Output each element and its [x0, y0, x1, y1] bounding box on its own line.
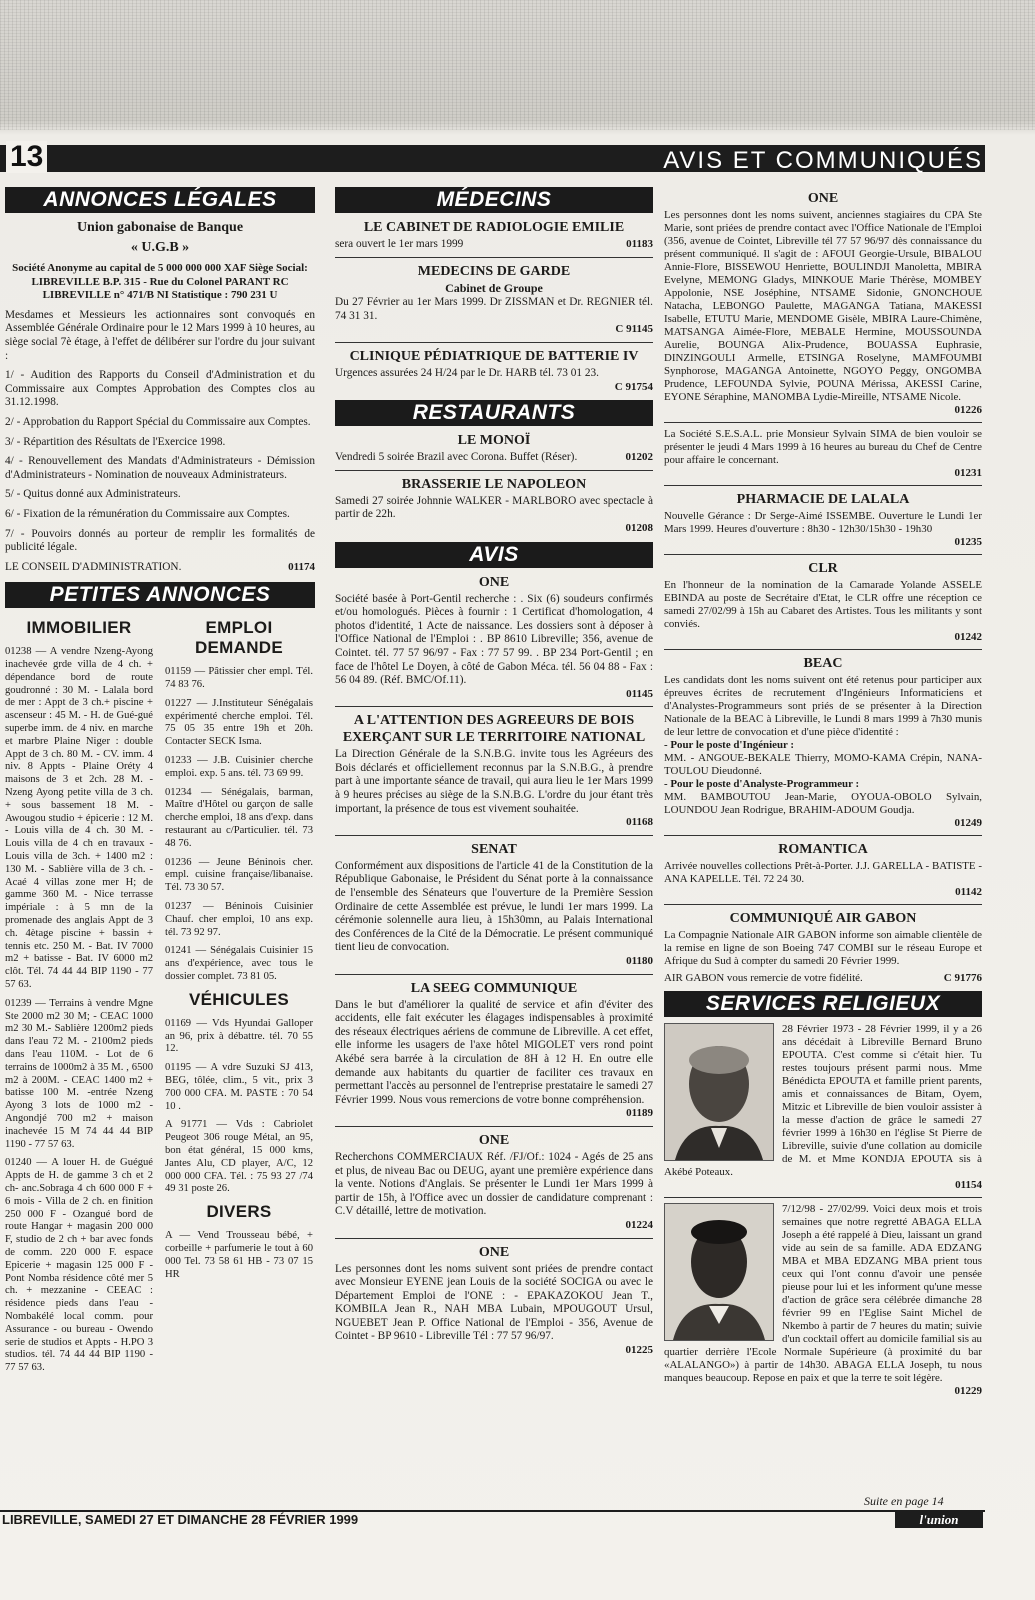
napoleon-title: BRASSERIE LE NAPOLEON — [401, 476, 587, 492]
divider — [335, 974, 653, 975]
airgabon-title: COMMUNIQUÉ AIR GABON — [729, 911, 917, 926]
airgabon-thanks: AIR GABON vous remercie de votre fidélité. — [664, 972, 863, 984]
divider — [335, 1238, 653, 1239]
napoleon-ref: 01208 — [625, 521, 653, 534]
ugb-info: Société Anonyme au capital de 5 000 000 000 XAF Siège Social: LIBREVILLE B.P. 315 - Rue du Colonel PARANT RC LIBREVILLE n° 471/B NI Statistique : 790 231 U — [12, 262, 308, 302]
petites-annonces-grid — [5, 614, 315, 1381]
obituary-epouta — [664, 1023, 982, 1192]
classified-ad: 01237 — Béninois Cuisinier Chauf. cher emploi, 10 ans exp. tél. 73 92 97. — [165, 901, 313, 938]
divider — [664, 422, 982, 423]
ugb-short: « U.G.B » — [130, 240, 190, 255]
one3-title: ONE — [478, 1244, 510, 1260]
cat-vehicules: VÉHICULES — [189, 989, 289, 1009]
ugb-title: Union gabonaise de Banque — [76, 220, 244, 235]
continued-note: Suite en page 14 — [864, 1494, 944, 1508]
ugb-item: 6/ - Fixation de la rémunération du Commissaire aux Comptes. — [5, 507, 290, 520]
divider — [335, 257, 653, 258]
romantica-ref: 01142 — [955, 886, 982, 898]
ugb-item: 1/ - Audition des Rapports du Conseil d'Administration et du Commissaire aux Comptes Approbation des Comptes clos au 31.12.1998. — [5, 369, 315, 409]
divider — [664, 1197, 982, 1198]
divider — [664, 485, 982, 486]
seeg-title: LA SEEG COMMUNIQUE — [410, 980, 578, 996]
divider — [335, 342, 653, 343]
seeg-text: Dans le but d'améliorer la qualité de service et afin d'éviter des accidents, elle fait exécuter les élagages indispensables à proximité des réseaux électriques aériens de commune de Libreville. A cet effet, elle informe les usagers de l'axe hôtel MIGOLET vers rond point Akébé sera barrée à la circulation de 8H à 12 H. En outre elle demande aux habitants du quartier de faciliter ces travaux en permettant l'accès au personnel de l'entreprise prestataire le samedi 27 Février 1999. Nous vous remercions de votre bonne compréhension. — [335, 998, 653, 1106]
page-number: 13 — [6, 141, 47, 173]
agreeurs-title: A L'ATTENTION DES AGREEURS DE BOIS EXERÇANT SUR LE TERRITOIRE NATIONAL — [342, 713, 646, 746]
clinique-ref: C 91754 — [614, 380, 653, 393]
senat-ref: 01180 — [626, 955, 653, 967]
obituary-ref: 01229 — [954, 1385, 982, 1397]
cat-emploi-demande: EMPLOI DEMANDE — [194, 618, 284, 658]
scanner-grain-top — [0, 0, 1035, 130]
classified-ad: A 91771 — Vds : Cabriolet Peugeot 306 rouge Métal, an 95, bon état général, 15 000 kms, Jantes Alu, CD player, A/C, 12 000 000 CFA. Tél. : 75 93 27 /74 49 31 poste 26. — [165, 1119, 313, 1195]
seeg-ref: 01189 — [626, 1107, 653, 1120]
column-left — [5, 187, 315, 1381]
obituary-text: 28 Février 1973 - 28 Février 1999, il y a 26 ans décédait à Libreville Bernard Bruno EPOUTA. C'est comme si c'était hier. Tu restes toujours présent parmi nous. Mme Bénédicta EPOUTA et famille prient parents, amis et connaissances de Bitam, Oyem, Mitzic et Libreville de bien vouloir assister à la messe d'action de grâce le samedi 27 février 1999 à 16h30 en l'église St Pierre de Libreville, suivie d'une collation au domicile de M. et Mme KONDJA EPOUTA sis à Akébé Poteaux. — [664, 1023, 982, 1178]
one2-ref: 01224 — [625, 1218, 653, 1231]
obituary-text: 7/12/98 - 27/02/99. Voici deux mois et trois semaines que notre regretté ABAGA ELLA Joseph a été rappelé à Dieu, laissant un grand vide au sein de sa famille. ADA EDZANG MBA et MBA EDZANG MBA prient tous ceux qui l'ont connu d'avoir une pensée pieuse pour lui et les informent qu'une messe d'action de grâce sera célébrée dimanche 28 février 99 en l'Eglise Saint Michel de Nkembo à partir de 7 heures du matin; suivie d'un cocktail offert au domicile familial sis au quartier derrière l'Ecole Normale Supérieure (à proximité du bar «ALALANGO») à partir de 14h30. ABAGA ELLA Joseph, tu nous manques beaucoup. Repose en paix et que la terre te soit légère. — [664, 1203, 982, 1384]
footer-masthead: l'union — [895, 1511, 983, 1528]
senat-text: Conformément aux dispositions de l'article 41 de la Constitution de la République Gabonaise, le Président du Sénat porte à la connaissance de l'ensemble des Sénateurs que l'ouverture de la Première Session Ordinaire de cette Assemblée est prévue, le lundi 1er mars 1999. La cérémonie solennelle aura lieu, à 15h30mn, au Palais International des Conférences de la Cité de la Démocratie. Le présent communiqué tient lieu de convocation. — [335, 859, 653, 954]
one1-ref: 01145 — [626, 687, 653, 700]
obituary-ref: 01154 — [955, 1179, 982, 1191]
one-title: ONE — [807, 191, 839, 206]
beac-ana-label: - Pour le poste d'Analyste-Programmeur : — [664, 778, 860, 790]
band-services-religieux: SERVICES RELIGIEUX — [664, 991, 982, 1017]
airgabon-text: La Compagnie Nationale AIR GABON informe son aimable clientèle de la remise en ligne de son Boeing 747 COMBI sur le réseau Europe et Afrique du Sud à compter du samedi 20 Février 1999. — [664, 929, 982, 967]
classified-ad: 01236 — Jeune Béninois cher. empl. cuisine française/libanaise. Tél. 73 30 57. — [165, 856, 313, 894]
classified-ad: 01241 — Sénégalais Cuisinier 15 ans d'expérience, avec tous le dossier complet. 73 81 05. — [165, 945, 313, 983]
lalala-text: Nouvelle Gérance : Dr Serge-Aimé ISSEMBE. Ouverture le Lundi 1er Mars 1999. Heures d'ouverture : 8h30 - 12h30/15h30 - 19h30 — [664, 510, 982, 535]
radio-ref: 01183 — [626, 238, 653, 250]
senat-title: SENAT — [471, 841, 517, 857]
romantica-title: ROMANTICA — [778, 842, 868, 857]
band-restaurants: RESTAURANTS — [335, 400, 653, 426]
classified-ad: A — Vend Trousseau bébé, + corbeille + parfumerie le tout à 60 000 Tel. 73 58 61 HB - 73 07 15 HR — [165, 1230, 313, 1280]
beac-text: Les candidats dont les noms suivent ont été retenus pour participer aux épreuves écrites de recrutement d'Ingénieurs Informaticiens et d'Analystes-Programmeurs sont priés de se présenter à la Direction Nationale de la BEAC à Libreville, le Lundi 8 mars 1999 à 7h30 munis de leur lettre de convocation et d'une pièce d'identité : — [664, 674, 982, 738]
airgabon-ref: C 91776 — [943, 972, 982, 984]
romantica-text: Arrivée nouvelles collections Prêt-à-Porter. J.J. GARELLA - BATISTE - ANA KAPELLE. Tél. 72 24 30. — [664, 860, 982, 885]
classified-ad: 01240 — A louer H. de Guégué Appts de H. de gamme 3 ch et 2 ch- anc.Sobraga 4 ch 600 000 F + 6 mois - Villa de 2 ch. en finition 250 000 F - Ozangué bord de route Hangar + magasin 200 000 F, studio de 2 ch + bar avec fonds de comm. 220 000 F. espace Epicerie + magasin 125 000 F - Pont Nomba résidence côté mer 5 ch. + mezzanine - CEEAC : résidence pieds dans l'eau - Nombakélé local comm. pour Assurance - ou bureau - Owendo serie de studios et Appts - H.PO 3 studios. tél. 74 44 44 BIP 1190 - 77 57 63. — [5, 1157, 153, 1374]
one-text: Les personnes dont les noms suivent, anciennes stagiaires du CPA Ste Marie, sont priées de prendre contact avec l'Office Nationale de l'Emploi (356, avenue de Cointet, Libreville tél 77 57 96/97 dès connaissance du présent communiqué. Il s'agit de : AFOUI Georgie-Ursule, BIBALOU Annie-Flore, BISSEWOU Henriette, BOULINDJI Manoletta, MBIRA Evelyne, MEMONG Gladys, MINKOUE Marie Thérèse, MOMBEY Appolonie, NSE Joséphine, NTSAME Sidonie, GNONCHOUE Natacha, LEBONGO Paulette, MAGANGA Tatiana, MAKESSI Isabelle, ETUTU Marie, MENDOME Gisèle, MBIRA Laure-Chimène, MATSANGA Aimée-Flore, MEBALE Hermine, MOUSSOUNDA Aurelie, BOUNGA Alix-Prudence, BOUASSA Euphrasie, DINZINGOULI Armelle, ETSINGA Roselyne, MAMFOUMBI Synphorose, MAGANGA Antoinette, NGOYO Peggy, ONGOMBA Prudence, LEFOUNDA Sylvie, POUNA Mérissa, AKESSI Carine, EYONE Séraphine, MANOMBA Lydie-Mireille, NTSAME Nicole. — [664, 209, 982, 403]
clr-ref: 01242 — [954, 631, 982, 643]
cat-divers: DIVERS — [206, 1202, 272, 1222]
classified-ad: 01227 — J.Instituteur Sénégalais expérimenté cherche emploi. Tél. 75 05 35 entre 19h et 20h. Contacter SECK Isma. — [165, 697, 313, 748]
garde-title: MEDECINS DE GARDE — [417, 263, 571, 279]
radio-title: LE CABINET DE RADIOLOGIE EMILIE — [363, 220, 625, 235]
beac-title: BEAC — [803, 656, 843, 671]
beac-ing: MM. - ANGOUE-BEKALE Thierry, MOMO-KAMA Crépin, NANA-TOULOU Dieudonné. — [664, 752, 982, 777]
ugb-item: 2/ - Approbation du Rapport Spécial du Commissaire aux Comptes. — [5, 415, 311, 428]
one1-title: ONE — [478, 574, 510, 590]
agreeurs-text: La Direction Générale de la S.N.B.G. invite tous les Agréeurs des Bois déclarés et officiellement reconnus par la S.N.B.G., à prendre part à une importante séance de travail, qui aura lieu le 1er Mars 1999 à 9 heures précises au siège de la S.N.B.G. L'ordre du jour étant très important, la présence de tous est vivement souhaitée. — [335, 748, 653, 815]
column-middle — [335, 187, 653, 1358]
one3-text: Les personnes dont les noms suivent sont priées de prendre contact avec Monsieur EYENE jean Louis de la société SOCIGA ou avec le Département Emploi de l'ONE : - EPAKAZOKOU Jean T., KOMBILA Jean R., NAH MBA Lubain, MPOUGOUT Ursul, NGUEBET Jean P. Office National de l'Emploi - 356, Avenue de Cointet - BP 9610 - Libreville Tél : 77 57 96/97. — [335, 1262, 653, 1343]
one2-text: Recherchons COMMERCIAUX Réf. /FJ/Of.: 1024 - Agés de 25 ans et plus, de niveau Bac ou DEUG, ayant une première expérience dans la vente. Notions d'Anglais. Se présenter le Lundi 1er Mars 1999 à partir de 15h, à l'Office avec un dossier de candidature comprenant : C.V détaillé, lettre de motivation. — [335, 1150, 653, 1218]
column-right — [664, 187, 982, 1398]
napoleon-text: Samedi 27 soirée Johnnie WALKER - MARLBORO avec spectacle à partir de 22h. — [335, 494, 653, 521]
monoi-row — [335, 451, 653, 465]
garde-subtitle: Cabinet de Groupe — [445, 280, 543, 295]
beac-ref: 01249 — [954, 817, 982, 829]
clinique-title: CLINIQUE PÉDIATRIQUE DE BATTERIE IV — [349, 348, 639, 364]
garde-ref: C 91145 — [615, 323, 653, 336]
divider — [664, 835, 982, 836]
radio-row — [335, 238, 653, 252]
classified-ad: 01169 — Vds Hyundai Galloper an 96, prix à débattre. tél. 70 55 12. — [165, 1017, 313, 1055]
sesal-text: La Société S.E.S.A.L. prie Monsieur Sylvain SIMA de bien vouloir se présenter le jeudi 4 Mars 1999 à 16 heures au bureau du Chef de Centre pour affaire le concernant. — [664, 428, 982, 466]
ugb-signature-row — [5, 561, 315, 575]
cat-immobilier: IMMOBILIER — [26, 618, 132, 638]
divider — [335, 470, 653, 471]
one3-ref: 01225 — [625, 1344, 653, 1357]
ugb-item: 5/ - Quitus donné aux Administrateurs. — [5, 488, 181, 501]
ugb-intro: Mesdames et Messieurs les actionnaires sont convoqués en Assemblée Générale Ordinaire pour le 12 Mars 1999 à 10 heures, au siège social 7è étage, à l'effet de délibérer sur l'ordre du jour suivant : — [5, 308, 315, 362]
footer-dateline: LIBREVILLE, SAMEDI 27 ET DIMANCHE 28 FÉVRIER 1999 — [2, 1512, 359, 1527]
ugb-item: 3/ - Répartition des Résultats de l'Exercice 1998. — [5, 435, 226, 448]
pa-left-column — [5, 614, 153, 1381]
divider — [664, 904, 982, 905]
ugb-ref: 01174 — [288, 560, 315, 573]
classified-ad: 01234 — Sénégalais, barman, Maître d'Hôtel ou garçon de salle cherche emploi, 18 ans d'exp. dans restaurant au c/Particulier. tél. 73 48 76. — [165, 786, 313, 849]
band-avis: AVIS — [335, 542, 653, 568]
monoi-title: LE MONOÏ — [457, 433, 531, 449]
garde-text: Du 27 Février au 1er Mars 1999. Dr ZISSMAN et Dr. REGNIER tél. 74 31 31. — [335, 296, 653, 322]
ugb-item: 7/ - Pouvoirs donnés au porteur de remplir les formalités de publicité légale. — [5, 527, 315, 554]
lalala-ref: 01235 — [954, 536, 982, 548]
one1-text: Société basée à Port-Gentil recherche : . Six (6) soudeurs confirmés et/ou homologués. Pièces à fournir : 1 Certificat d'homologation, 4 photos d'identité, 1 Acte de naissance. Les dossiers sont à déposer à l'Office National de l'Emploi : . BP 8610 Libreville; 356, avenue de Cointet. tél. 77 57 96/97 - Fax : 77 57 99. . BP 234 Port-Gentil ; en face de l'hôtel Le Doyen, à côté de Gabon Méca. tél. 56 04 88 - Fax : 56 04 89. (Réf. BMC/Of.11). — [335, 592, 653, 687]
classified-ad: 01195 — A vdre Suzuki SJ 413, BEG, tôlée, clim., 5 vit., prix 3 700 000 CFA. M. PASTE : 70 54 10 . — [165, 1062, 313, 1112]
classified-ad: 01233 — J.B. Cuisinier cherche emploi. exp. 5 ans. tél. 73 69 99. — [165, 755, 313, 779]
divider — [664, 554, 982, 555]
one-ref: 01226 — [954, 404, 982, 416]
monoi-ref: 01202 — [625, 451, 653, 464]
monoi-text: Vendredi 5 soirée Brazil avec Corona. Buffet (Réser). — [335, 451, 578, 464]
band-petites-annonces: PETITES ANNONCES — [5, 582, 315, 608]
clinique-text: Urgences assurées 24 H/24 par le Dr. HARB tél. 73 01 23. — [335, 366, 599, 379]
portrait-photo-abaga — [664, 1203, 774, 1341]
radio-text: sera ouvert le 1er mars 1999 — [335, 238, 464, 250]
sesal-ref: 01231 — [954, 467, 982, 479]
divider — [335, 835, 653, 836]
band-medecins: MÉDECINS — [335, 187, 653, 213]
classified-ad: 01238 — A vendre Nzeng-Ayong inachevée grde villa de 4 ch. + dépendance bord de route goudronné : 30 M. - Lalala bord de mer : Appt de 3 ch.+ piscine + ascenseur : 45 M. - H. de Gué-gué superbe imm. de 4 niv. en marche et marbre Plaine Niger : double Appt de 3 ch. 80 M. - CV. imm. 4 niv. 8 Appts - Plaine Oréty 4 maisons de 3 et 2ch. 28 M. - Nzeng Ayong petite villa de 3 ch. + sous bassement 18 M. - Awougou studio + épicerie : 12 M. - Louis villa de 4 ch. 30 M. - Louis villa de 4 ch en travaux - Louis villa de 3ch. + 1400 m2 : 130 M. - Sablière villa de 3 ch. - Acaé 4 villas zone mer H; de gamme 360 M. - Nice terrasse impériale : à 5 mn de la promenade des anglais Appt de 3 ch. 4ètage piscine + bassin + tennis etc. 250 M. - Bat. IV 7000 m2 + batisse - Bat. IV 6000 m2 clôt. Tél. 74 44 44 BIP 1190 - 77 57 63. — [5, 646, 153, 990]
clr-text: En l'honneur de la nomination de la Camarade Yolande ASSELE EBINDA au poste de Secrétaire d'Etat, le CLR offre une réception ce samedi 27/02/99 à 15h au Cabaret des Artistes. Tous les militants y sont conviés. — [664, 579, 982, 630]
section-title: AVIS ET COMMUNIQUÉS — [663, 147, 983, 174]
ugb-signature: LE CONSEIL D'ADMINISTRATION. — [5, 560, 182, 573]
ugb-item: 4/ - Renouvellement des Mandats d'Administrateurs - Démission d'Administrateurs - Nomination de nouveaux Administrateurs. — [5, 455, 315, 481]
classified-ad: 01239 — Terrains à vendre Mgne Ste 2000 m2 30 M; - CEAC 1000 m2 30 M.- Sablière 1200m2 pieds dans l'eau 72 M. - 2100m2 pieds dans l'eau 110M. - Lot de 6 terrains de 1000m2 à 35 M. , 6500 m2 à 200M. - CEAC 1400 m2 + batisse 100 M. -entrée Nzeng Ayong 3 lots de 1000 m2 - Angondjé 700 m2 + maison inachevée 15 M 74 44 44 BIP 1190 - 77 57 63. — [5, 997, 153, 1150]
agreeurs-ref: 01168 — [626, 816, 653, 829]
beac-ana: MM. BAMBOUTOU Jean-Marie, OYOUA-OBOLO Sylvain, LOUNDOU Jean Rodrigue, BRAHIM-ADOUM Goudja. — [664, 791, 982, 816]
portrait-photo-epouta — [664, 1023, 774, 1161]
lalala-title: PHARMACIE DE LALALA — [736, 492, 910, 507]
divider — [335, 1126, 653, 1127]
obituary-abaga — [664, 1203, 982, 1398]
band-annonces-legales: ANNONCES LÉGALES — [5, 187, 315, 213]
divider — [664, 649, 982, 650]
clr-title: CLR — [808, 561, 838, 576]
airgabon-row — [664, 972, 982, 985]
beac-ing-label: - Pour le poste d'Ingénieur : — [664, 739, 794, 751]
pa-right-column — [165, 614, 313, 1381]
one2-title: ONE — [478, 1132, 510, 1148]
classified-ad: 01159 — Pâtissier cher empl. Tél. 74 83 76. — [165, 666, 313, 691]
divider — [335, 706, 653, 707]
